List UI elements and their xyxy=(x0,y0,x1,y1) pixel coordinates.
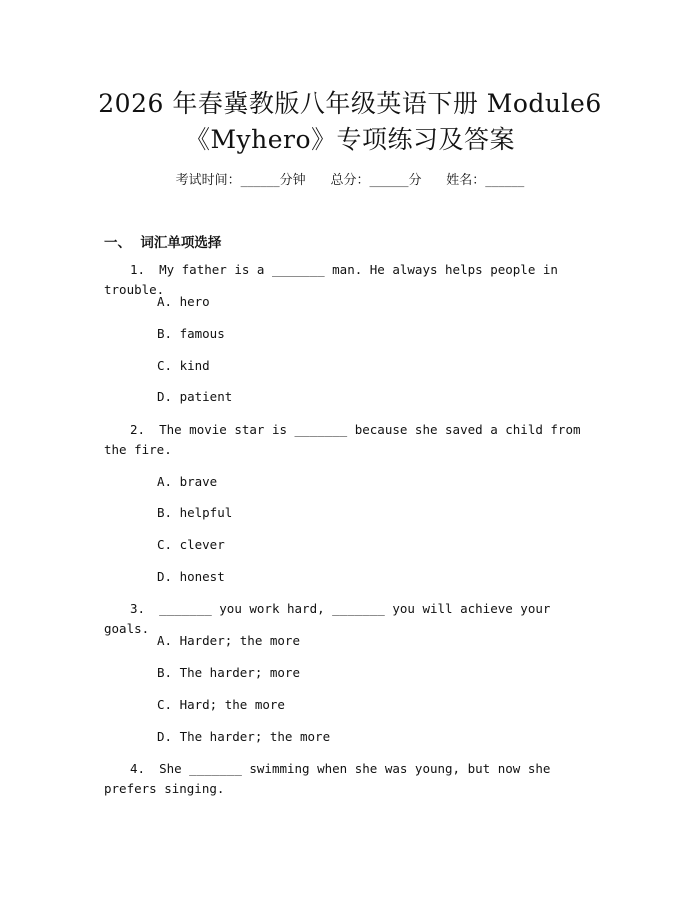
option-3d: D. The harder; the more xyxy=(157,729,331,744)
document-title-line-2: 《Myhero》专项练习及答案 xyxy=(184,125,516,154)
option-3b: B. The harder; more xyxy=(157,665,300,680)
question-text: My father is a _______ man. He always helps people in trouble. xyxy=(104,262,566,297)
question-number: 4. xyxy=(130,761,146,776)
option-1a: A. hero xyxy=(157,294,210,309)
question-number: 1. xyxy=(130,262,146,277)
option-1d: D. patient xyxy=(157,389,233,404)
document-title-line-1: 2026 年春冀教版八年级英语下册 Module6 xyxy=(98,89,602,118)
exam-meta-line xyxy=(0,169,700,188)
exam-time-field: 考试时间：______分钟 xyxy=(175,173,306,188)
option-2c: C. clever xyxy=(157,537,225,552)
section-number: 一、 xyxy=(104,235,131,251)
student-name-field: 姓名：______ xyxy=(446,173,525,188)
question-2 xyxy=(104,420,594,460)
question-number: 2. xyxy=(130,422,146,437)
section-title: 词汇单项选择 xyxy=(140,235,222,251)
section-heading xyxy=(104,231,221,251)
option-3c: C. Hard; the more xyxy=(157,697,285,712)
question-text: She _______ swimming when she was young, but now she prefers singing. xyxy=(104,761,558,796)
option-1b: B. famous xyxy=(157,326,225,341)
option-3a: A. Harder; the more xyxy=(157,633,300,648)
question-4 xyxy=(104,759,594,799)
question-text: _______ you work hard, _______ you will achieve your goals. xyxy=(104,601,558,636)
question-text: The movie star is _______ because she saved a child from the fire. xyxy=(104,422,589,457)
option-2a: A. brave xyxy=(157,474,218,489)
option-2d: D. honest xyxy=(157,569,225,584)
option-1c: C. kind xyxy=(157,358,210,373)
total-score-field: 总分：______分 xyxy=(330,173,422,188)
option-2b: B. helpful xyxy=(157,505,233,520)
question-number: 3. xyxy=(130,601,146,616)
